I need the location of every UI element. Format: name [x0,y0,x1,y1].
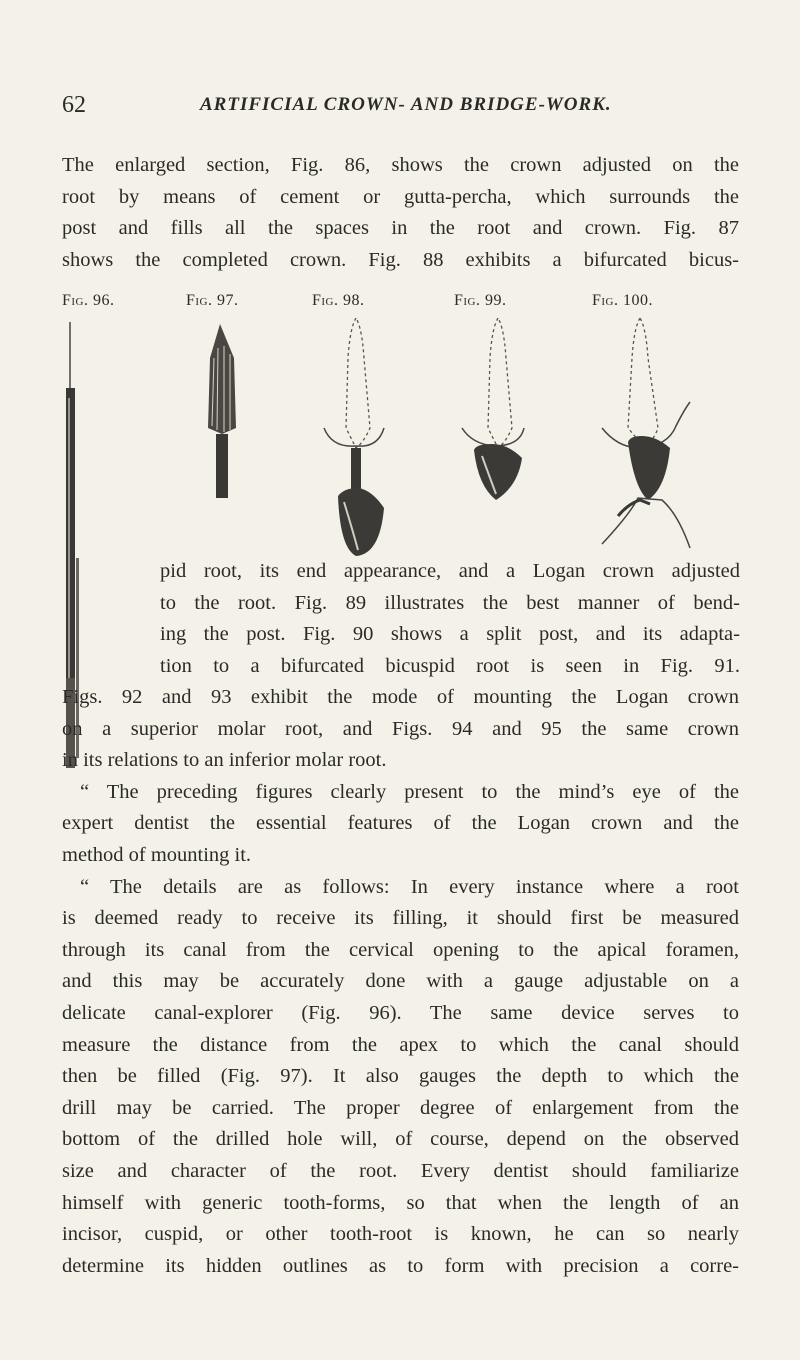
fig-98-caption: Fig. 98. [312,292,365,309]
text-line: method of mounting it. [62,843,252,866]
text-line: size and character of the root. Every dentist should familiarize [62,1159,739,1182]
text-line: shows the completed crown. Fig. 88 exhibits a bifurcated bicus- [62,248,739,271]
text-line: through its canal from the cervical opening to the apical foramen, [62,938,739,961]
text-line: The enlarged section, Fig. 86, shows the crown adjusted on the [62,154,739,176]
text-line: Figs. 92 and 93 exhibit the mode of mounting the Logan crown [62,686,739,708]
text-line: to the root. Fig. 89 illustrates the best manner of bend- [160,591,740,614]
text-line: “ The preceding figures clearly present to the mind’s eye of the [80,780,739,803]
page-header [62,92,742,122]
fig-96-caption: Fig. 96. [62,292,115,309]
text-line: himself with generic tooth-forms, so that when the length of an [62,1191,739,1214]
text-line: tion to a bifurcated bicuspid root is seen in Fig. 91. [160,654,740,677]
paragraph-wrap [160,556,740,682]
fig-97-gauge [208,324,236,498]
text-line: delicate canal-explorer (Fig. 96). The same device serves to [62,1001,739,1024]
text-line: root by means of cement or gutta-percha, which surrounds the [62,185,739,208]
text-line: measure the distance from the apex to which the canal should [62,1033,739,1056]
text-line: drill may be carried. The proper degree of enlargement from the [62,1096,739,1119]
running-title: ARTIFICIAL CROWN- AND BRIDGE-WORK. [200,94,612,115]
fig-97-caption: Fig. 97. [186,292,239,309]
fig-98-root-and-crown [324,318,384,556]
paragraph-top [62,150,739,276]
text-line: post and fills all the spaces in the root and crown. Fig. 87 [62,217,739,240]
text-line: is deemed ready to receive its filling, it should first be measured [62,907,739,930]
text-line: incisor, cuspid, or other tooth-root is known, he can so nearly [62,1223,739,1246]
fig-99-root-and-crown [462,318,524,500]
text-line: expert dentist the essential features of the Logan crown and the [62,812,739,835]
text-line: then be filled (Fig. 97). It also gauges the depth to which the [62,1065,739,1088]
text-line: on a superior molar root, and Figs. 94 and 95 the same crown [62,717,739,740]
fig-100-caption: Fig. 100. [592,292,654,309]
paragraph-main [62,682,739,1282]
text-line: in its relations to an inferior molar root. [62,749,387,772]
text-line: and this may be accurately done with a gauge adjustable on a [62,970,739,993]
fig-100-root-and-crown [602,318,690,548]
fig-99-caption: Fig. 99. [454,292,507,309]
page-number: 62 [62,92,86,118]
text-line: pid root, its end appearance, and a Logan crown adjusted [160,560,740,582]
text-line: bottom of the drilled hole will, of course, depend on the observed [62,1128,739,1151]
figure-captions [62,292,762,316]
text-line: “ The details are as follows: In every instance where a root [80,875,739,898]
text-line: determine its hidden outlines as to form with precision a corre- [62,1254,739,1277]
text-line: ing the post. Fig. 90 shows a split post, and its adapta- [160,623,740,646]
